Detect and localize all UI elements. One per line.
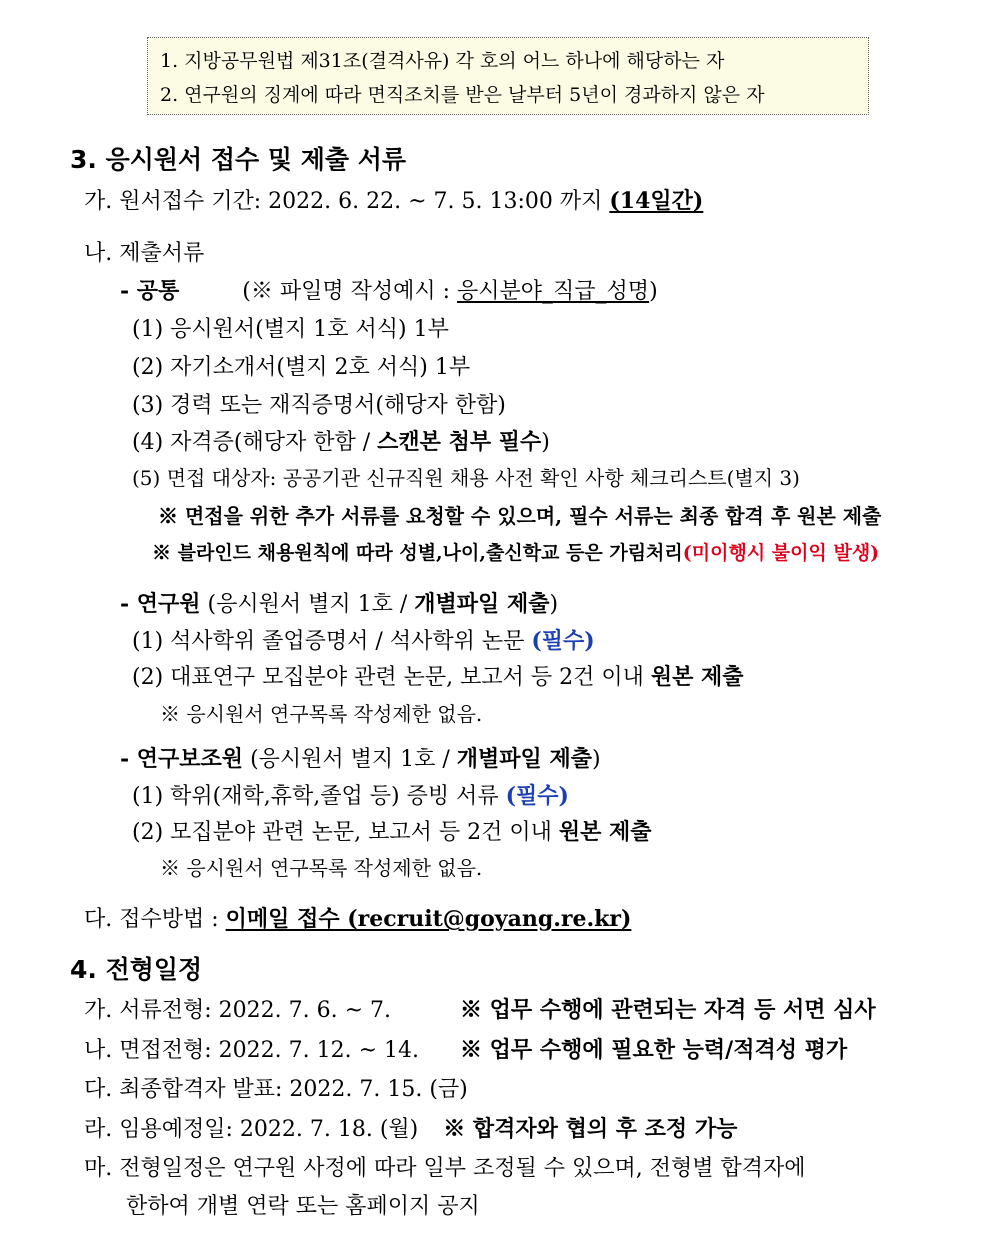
schedule-adjustment-note-cont: 한하여 개별 연락 또는 홈페이지 공지 bbox=[126, 1194, 480, 1219]
schedule-final-announcement: 다. 최종합격자 발표: 2022. 7. 15. (금) bbox=[84, 1077, 468, 1102]
common-doc-item bbox=[132, 425, 550, 456]
researcher-doc-item bbox=[132, 660, 744, 691]
blind-hiring-text: ※ 블라인드 채용원칙에 따라 성별,나이,출신학교 등은 가림처리 bbox=[152, 542, 683, 564]
item4-bold: 스캔본 첨부 필수 bbox=[377, 429, 542, 455]
schedule-note: ※ 합격자와 협의 후 조정 가능 bbox=[443, 1116, 738, 1142]
assistant-paren-bold: 개별파일 제출 bbox=[456, 746, 592, 772]
schedule-note: ※ 업무 수행에 관련되는 자격 등 서면 심사 bbox=[460, 997, 876, 1023]
researcher-label: - 연구원 bbox=[120, 591, 201, 617]
schedule-text: 나. 면접전형: 2022. 7. 12. ~ 14. bbox=[84, 1038, 420, 1063]
schedule-interview bbox=[84, 1033, 848, 1064]
blind-hiring-note bbox=[152, 538, 879, 565]
blind-hiring-penalty: (미이행시 불이익 발생) bbox=[682, 542, 880, 564]
researcher-paren-bold: 개별파일 제출 bbox=[414, 591, 550, 617]
researcher-item1-text: (1) 석사학위 졸업증명서 / 석사학위 논문 bbox=[132, 629, 532, 654]
assistant-label: - 연구보조원 bbox=[120, 746, 244, 772]
disqualification-item: 2. 연구원의 징계에 따라 면직조치를 받은 날부터 5년이 경과하지 않은 자 bbox=[160, 84, 765, 106]
schedule-adjustment-note: 마. 전형일정은 연구원 사정에 따라 일부 조정될 수 있으며, 전형별 합격자에 bbox=[84, 1156, 806, 1181]
assistant-docs-heading bbox=[120, 742, 601, 773]
required-tag: (필수) bbox=[531, 628, 595, 654]
documents-heading: 나. 제출서류 bbox=[84, 241, 205, 266]
common-docs-heading bbox=[120, 274, 658, 305]
submission-email: 이메일 접수 (recruit@goyang.re.kr) bbox=[225, 906, 632, 932]
application-period-text: 가. 원서접수 기간: 2022. 6. 22. ~ 7. 5. 13:00 까지 bbox=[84, 189, 610, 214]
item4-suffix: ) bbox=[541, 430, 550, 455]
researcher-paren-prefix: (응시원서 별지 1호 / bbox=[207, 592, 415, 617]
assistant-doc-item bbox=[132, 779, 569, 810]
item4-prefix: (4) 자격증(해당자 한함 / bbox=[132, 430, 378, 455]
common-label: - 공통 bbox=[120, 278, 180, 304]
assistant-item1-text: (1) 학위(재학,휴학,졸업 등) 증빙 서류 bbox=[132, 784, 506, 809]
common-doc-item: (2) 자기소개서(별지 2호 서식) 1부 bbox=[132, 355, 471, 380]
assistant-note: ※ 응시원서 연구목록 작성제한 없음. bbox=[160, 856, 483, 880]
researcher-item2-text: (2) 대표연구 모집분야 관련 논문, 보고서 등 2건 이내 bbox=[132, 665, 651, 690]
filename-note-prefix: (※ 파일명 작성예시 : bbox=[242, 279, 458, 304]
common-doc-item: (5) 면접 대상자: 공공기관 신규직원 채용 사전 확인 사항 체크리스트(별지 3) bbox=[132, 466, 800, 490]
interview-docs-note: ※ 면접을 위한 추가 서류를 요청할 수 있으며, 필수 서류는 최종 합격 후 원본 제출 bbox=[158, 504, 882, 528]
disqualification-box bbox=[147, 37, 869, 115]
schedule-appointment bbox=[84, 1112, 737, 1143]
schedule-text: 가. 서류전형: 2022. 7. 6. ~ 7. bbox=[84, 998, 392, 1023]
original-submit: 원본 제출 bbox=[558, 819, 652, 845]
assistant-paren-suffix: ) bbox=[591, 747, 601, 772]
common-doc-item: (3) 경력 또는 재직증명서(해당자 한함) bbox=[132, 393, 506, 418]
required-tag: (필수) bbox=[505, 783, 569, 809]
original-submit: 원본 제출 bbox=[650, 664, 744, 690]
schedule-text: 라. 임용예정일: 2022. 7. 18. (월) bbox=[84, 1117, 419, 1142]
filename-example: 응시분야_직급_성명 bbox=[457, 279, 650, 304]
assistant-doc-item bbox=[132, 815, 652, 846]
application-period bbox=[84, 184, 703, 215]
schedule-document-screening bbox=[84, 993, 876, 1024]
researcher-note: ※ 응시원서 연구목록 작성제한 없음. bbox=[160, 702, 483, 726]
assistant-item2-text: (2) 모집분야 관련 논문, 보고서 등 2건 이내 bbox=[132, 820, 559, 845]
submission-method-label: 다. 접수방법 : bbox=[84, 907, 226, 932]
researcher-paren-suffix: ) bbox=[549, 592, 559, 617]
submission-method bbox=[84, 902, 631, 933]
section-4-heading: 4. 전형일정 bbox=[70, 955, 203, 984]
assistant-paren-prefix: (응시원서 별지 1호 / bbox=[250, 747, 457, 772]
disqualification-item: 1. 지방공무원법 제31조(결격사유) 각 호의 어느 하나에 해당하는 자 bbox=[160, 50, 725, 72]
filename-note-suffix: ) bbox=[649, 279, 658, 304]
application-period-days: (14일간) bbox=[609, 188, 704, 214]
common-doc-item: (1) 응시원서(별지 1호 서식) 1부 bbox=[132, 317, 449, 342]
researcher-docs-heading bbox=[120, 587, 558, 618]
researcher-doc-item bbox=[132, 624, 595, 655]
schedule-note: ※ 업무 수행에 필요한 능력/적격성 평가 bbox=[460, 1037, 848, 1063]
section-3-heading: 3. 응시원서 접수 및 제출 서류 bbox=[70, 145, 407, 174]
